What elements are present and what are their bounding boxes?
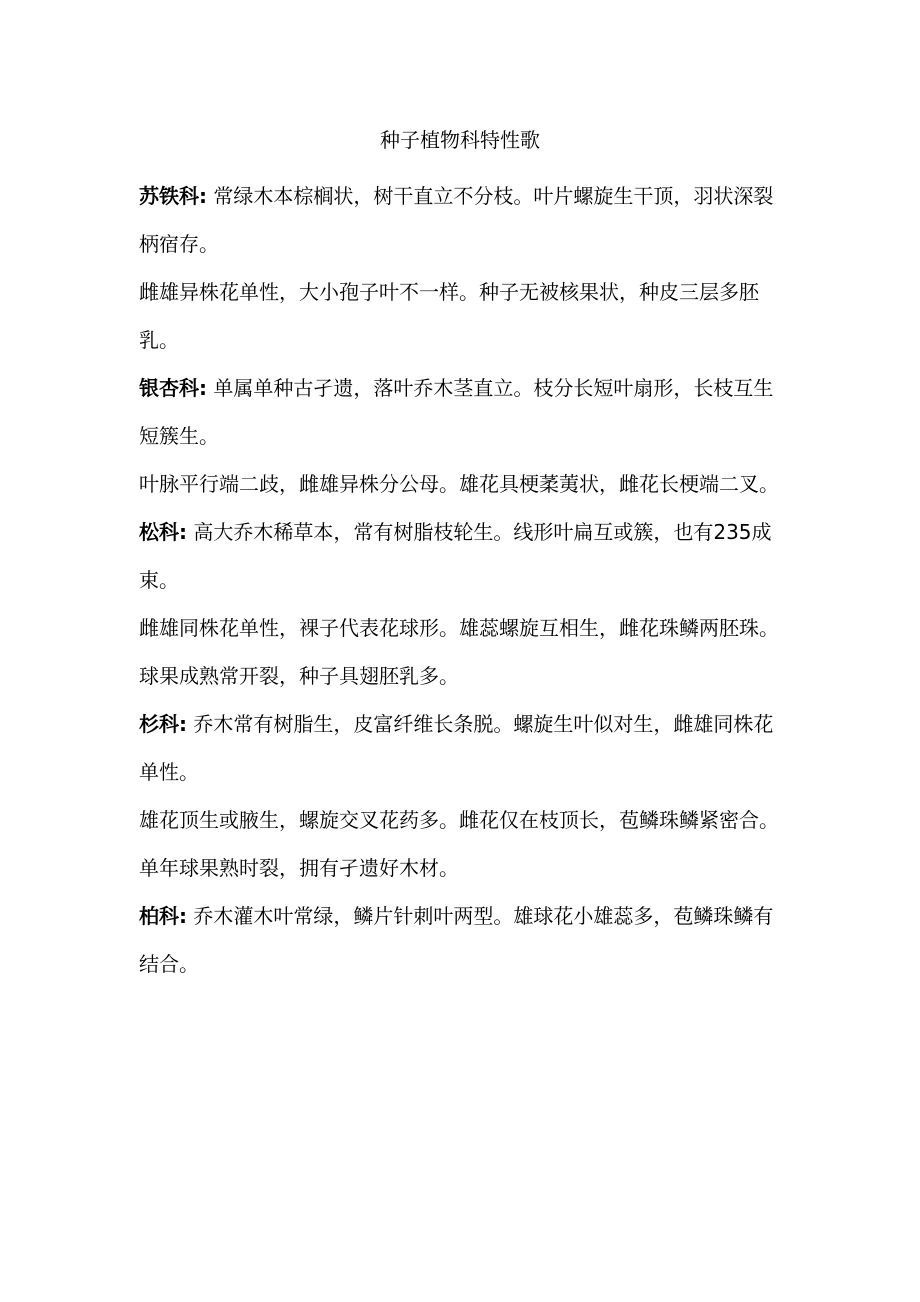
paragraph-text: 单属单种古孑遗，落叶乔木茎直立。枝分长短叶扇形，长枝互生短簇生。	[139, 376, 774, 448]
paragraph	[139, 604, 784, 652]
paragraph	[139, 460, 784, 508]
paragraph-text: 球果成熟常开裂，种子具翅胚乳多。	[139, 664, 459, 688]
paragraph	[139, 796, 784, 844]
paragraph-text: 雌雄异株花单性，大小孢子叶不一样。种子无被核果状，种皮三层多胚乳。	[139, 280, 759, 352]
paragraph-text: 雄花顶生或腋生，螺旋交叉花药多。雌花仅在枝顶长，苞鳞珠鳞紧密合。	[139, 808, 779, 832]
paragraph	[139, 268, 784, 364]
paragraph	[139, 892, 784, 988]
paragraph-text: 高大乔木稀草本，常有树脂枝轮生。线形叶扁互或簇，也有235成束。	[139, 520, 772, 592]
document-title: 种子植物科特性歌	[380, 128, 540, 152]
paragraph-text: 雌雄同株花单性，裸子代表花球形。雄蕊螺旋互相生，雌花珠鳞两胚珠。	[139, 616, 779, 640]
family-name: 苏铁科:	[139, 184, 207, 208]
paragraph	[139, 172, 784, 268]
paragraph	[139, 700, 784, 796]
paragraph-text: 叶脉平行端二歧，雌雄异株分公母。雄花具梗葇荑状，雌花长梗端二叉。	[139, 472, 779, 496]
family-name: 松科:	[139, 520, 187, 544]
paragraph-text: 乔木灌木叶常绿，鳞片针刺叶两型。雄球花小雄蕊多，苞鳞珠鳞有结合。	[139, 904, 774, 976]
paragraph-text: 乔木常有树脂生，皮富纤维长条脱。螺旋生叶似对生，雌雄同株花单性。	[139, 712, 774, 784]
paragraph-text: 常绿木本棕榈状，树干直立不分枝。叶片螺旋生干顶，羽状深裂柄宿存。	[139, 184, 774, 256]
paragraph	[139, 364, 784, 460]
document-body	[139, 172, 784, 988]
paragraph	[139, 844, 784, 892]
paragraph	[139, 508, 784, 604]
family-name: 柏科:	[139, 904, 187, 928]
family-name: 银杏科:	[139, 376, 207, 400]
paragraph-text: 单年球果熟时裂，拥有孑遗好木材。	[139, 856, 459, 880]
paragraph	[139, 652, 784, 700]
family-name: 杉科:	[139, 712, 187, 736]
